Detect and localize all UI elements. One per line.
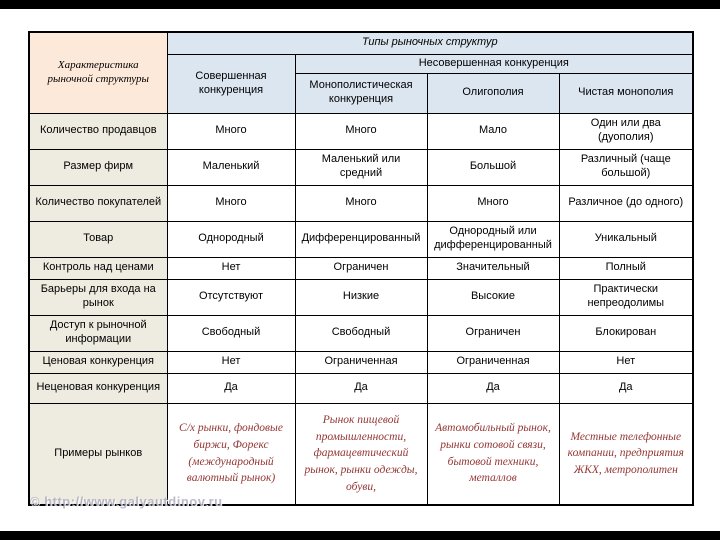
cell: С/х рынки, фондовые биржи, Форекс (международный валютный рынок)	[167, 403, 295, 505]
cell: Маленький или средний	[295, 149, 427, 185]
cell: Много	[295, 185, 427, 221]
row-label: Барьеры для входа на рынок	[29, 279, 167, 315]
table-row	[29, 279, 693, 315]
table-header-row-1	[29, 32, 693, 54]
cell: Местные телефонные компании, предприятия ЖКХ, метрополитен	[559, 403, 693, 505]
cell: Дифференцированный	[295, 221, 427, 257]
corner-header: Характеристика рыночной структуры	[29, 32, 167, 113]
cell: Практически непреодолимы	[559, 279, 693, 315]
cell: Много	[295, 113, 427, 149]
cell: Нет	[167, 257, 295, 279]
cell: Один или два (дуополия)	[559, 113, 693, 149]
cell: Нет	[559, 351, 693, 373]
column-header-oligopoly: Олигополия	[427, 73, 559, 113]
column-header-perfect-competition: Совершенная конкуренция	[167, 54, 295, 113]
column-header-pure-monopoly: Чистая монополия	[559, 73, 693, 113]
column-header-monopolistic-competition: Монополистическая конкуренция	[295, 73, 427, 113]
cell: Ограничен	[295, 257, 427, 279]
table-row	[29, 185, 693, 221]
table-row	[29, 149, 693, 185]
cell: Ограничен	[427, 315, 559, 351]
cell: Свободный	[167, 315, 295, 351]
row-label: Количество продавцов	[29, 113, 167, 149]
cell: Да	[559, 373, 693, 403]
cell: Большой	[427, 149, 559, 185]
cell: Много	[167, 113, 295, 149]
cell: Блокирован	[559, 315, 693, 351]
types-header: Типы рыночных структур	[167, 32, 693, 54]
cell: Автомобильный рынок, рынки сотовой связи, бытовой техники, металлов	[427, 403, 559, 505]
cell: Да	[295, 373, 427, 403]
cell: Различный (чаще большой)	[559, 149, 693, 185]
cell: Мало	[427, 113, 559, 149]
cell: Однородный	[167, 221, 295, 257]
row-label: Примеры рынков	[29, 403, 167, 505]
table-row-examples	[29, 403, 693, 505]
table-row	[29, 315, 693, 351]
row-label: Неценовая конкуренция	[29, 373, 167, 403]
cell: Уникальный	[559, 221, 693, 257]
row-label: Товар	[29, 221, 167, 257]
table-row	[29, 221, 693, 257]
imperfect-competition-header: Несовершенная конкуренция	[295, 54, 693, 73]
cell: Маленький	[167, 149, 295, 185]
row-label: Ценовая конкуренция	[29, 351, 167, 373]
row-label: Количество покупателей	[29, 185, 167, 221]
cell: Много	[427, 185, 559, 221]
market-structures-table	[28, 31, 694, 506]
row-label: Размер фирм	[29, 149, 167, 185]
cell: Значительный	[427, 257, 559, 279]
row-label: Доступ к рыночной информации	[29, 315, 167, 351]
cell: Высокие	[427, 279, 559, 315]
table-row	[29, 257, 693, 279]
cell: Да	[427, 373, 559, 403]
cell: Рынок пищевой промышленности, фармацевтический рынок, рынки одежды, обуви,	[295, 403, 427, 505]
cell: Ограниченная	[295, 351, 427, 373]
slide-bottom-border	[0, 531, 720, 540]
cell: Полный	[559, 257, 693, 279]
cell: Различное (до одного)	[559, 185, 693, 221]
cell: Да	[167, 373, 295, 403]
cell: Низкие	[295, 279, 427, 315]
cell: Много	[167, 185, 295, 221]
site-watermark: © http://www.galyautdinov.ru	[30, 494, 223, 509]
slide-top-border	[0, 0, 720, 9]
cell: Свободный	[295, 315, 427, 351]
cell: Ограниченная	[427, 351, 559, 373]
cell: Однородный или дифференцированный	[427, 221, 559, 257]
table-row	[29, 373, 693, 403]
cell: Нет	[167, 351, 295, 373]
table-row	[29, 113, 693, 149]
table-row	[29, 351, 693, 373]
cell: Отсутствуют	[167, 279, 295, 315]
row-label: Контроль над ценами	[29, 257, 167, 279]
